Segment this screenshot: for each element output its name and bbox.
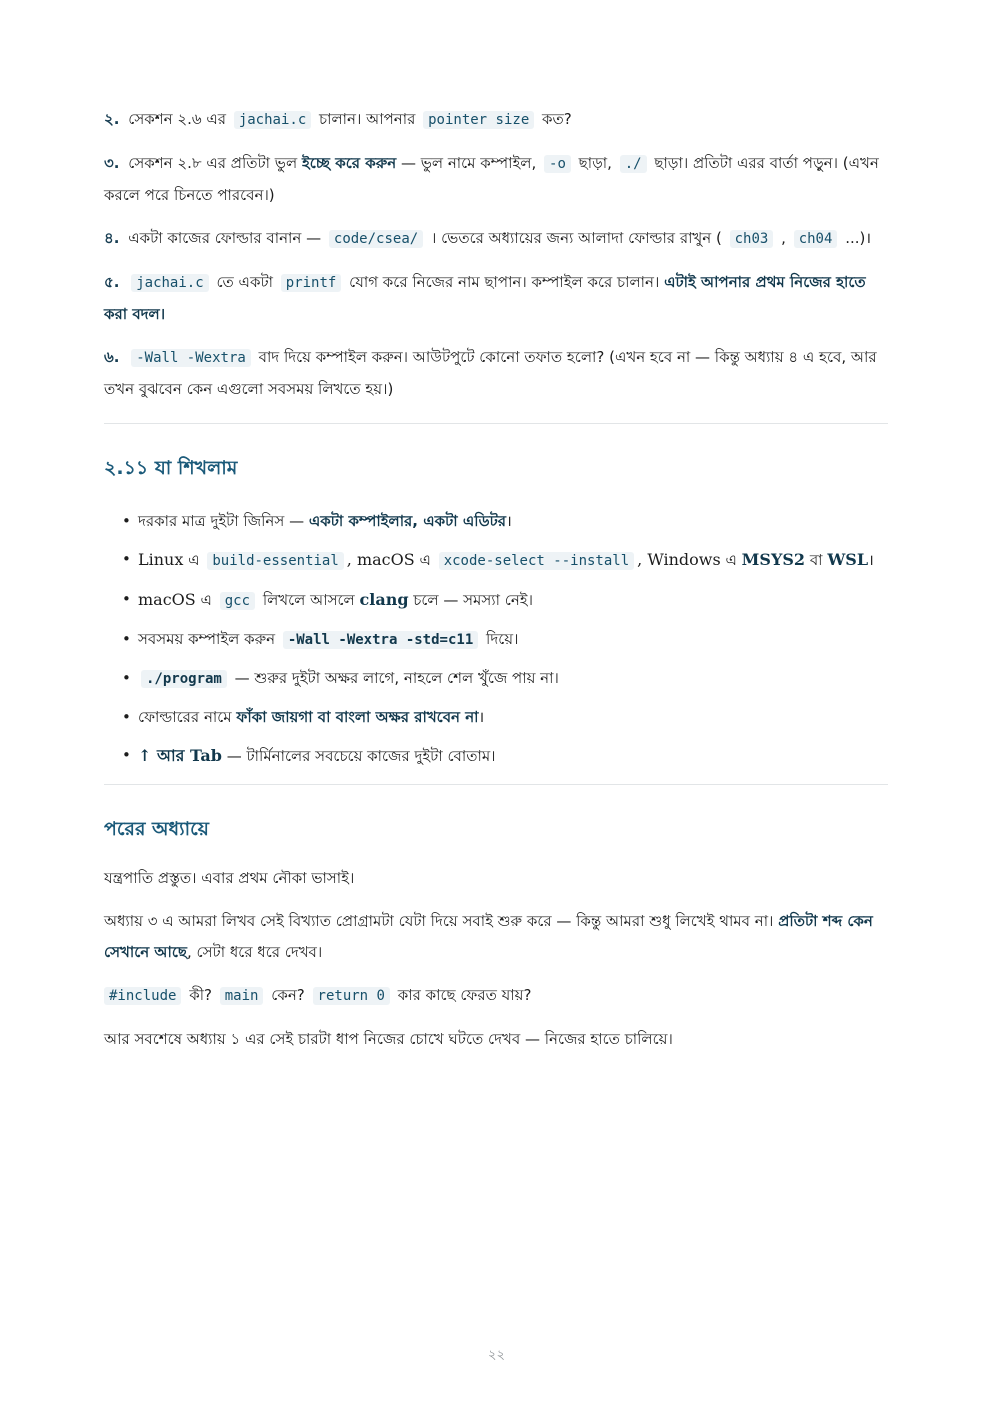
inline-code: xcode-select --install (439, 552, 634, 570)
exercise-text: চালান। আপনার (319, 110, 416, 128)
inline-code: jachai.c (131, 274, 208, 292)
inline-code: code/csea/ (329, 230, 423, 248)
bullet-icon: • (122, 590, 131, 608)
inline-code: -o (544, 155, 571, 173)
emphasis-text: প্রতিটা শব্দ কেন সেখানে আছে (104, 912, 873, 961)
emphasis-text: WSL (827, 550, 869, 569)
emphasis-text: এটাই আপনার প্রথম নিজের হাতে করা বদল। (104, 273, 866, 323)
page-number: ২২ (488, 1348, 505, 1363)
next-paragraph-4 (104, 1024, 888, 1055)
item-text: এ (200, 591, 212, 609)
emphasis-text: ইচ্ছে করে করুন (301, 154, 397, 172)
inline-code: -Wall -Wextra (131, 349, 251, 367)
bullet-icon: • (122, 669, 131, 687)
item-text: দিয়ে। (486, 630, 519, 648)
emphasis-text: MSYS2 (741, 550, 806, 569)
list-item (122, 584, 888, 617)
emphasis-text: একটা কম্পাইলার, একটা এডিটর (308, 512, 507, 530)
inline-code: #include (104, 987, 181, 1005)
section-divider (104, 784, 888, 785)
next-paragraph-2 (104, 906, 888, 968)
inline-code: ./program (141, 670, 227, 688)
section-heading-learned: ২.১১ যা শিখলাম (104, 457, 238, 479)
item-text: এ (188, 551, 200, 569)
item-text: চলে — সমস্যা নেই। (413, 591, 533, 609)
inline-code: gcc (220, 592, 255, 610)
section-heading-next: পরের অধ্যায়ে (104, 818, 209, 840)
exercise-text: যোগ করে নিজের নাম ছাপান। কম্পাইল করে চালান। (349, 273, 660, 291)
paragraph-text: কী? (189, 986, 212, 1004)
inline-code: printf (281, 274, 342, 292)
exercise-4 (104, 223, 888, 255)
exercise-3 (104, 148, 888, 211)
exercise-5 (104, 267, 888, 330)
item-text: , macOS (346, 550, 415, 569)
inline-code: ch03 (730, 230, 774, 248)
exercise-text: একটা কাজের ফোল্ডার বানান — (128, 229, 322, 247)
exercise-text: । ভেতরে অধ্যায়ের জন্য আলাদা ফোল্ডার রাখুন ( (430, 229, 722, 247)
inline-code: build-essential (207, 552, 343, 570)
page-content (104, 104, 888, 1067)
exercise-number: ৫. (104, 273, 120, 291)
list-item (122, 506, 888, 537)
item-text: । (478, 708, 485, 726)
list-item (122, 740, 888, 772)
item-text: সবসময় কম্পাইল করুন (138, 630, 276, 648)
emphasis-text: clang (359, 590, 409, 609)
exercise-text: , (781, 229, 786, 247)
item-text: macOS (138, 590, 196, 609)
section-divider (104, 423, 888, 424)
item-text: Linux (138, 550, 184, 569)
bullet-icon: • (122, 746, 131, 764)
exercise-6 (104, 342, 888, 405)
exercise-text: — ভুল নামে কম্পাইল, (400, 154, 537, 172)
exercise-number: ৬. (104, 348, 120, 366)
exercise-text: বাদ দিয়ে কম্পাইল করুন। আউটপুটে কোনো তফাত হলো? (এখন হবে না — কিন্তু অধ্যায় ৪ এ হবে, আর তখন বুঝবেন কেন এগুলো সবসময় লিখতে হয়।) (104, 348, 877, 398)
inline-code: pointer size (423, 111, 534, 129)
paragraph-text: কার কাছে ফেরত যায়? (397, 986, 532, 1004)
item-text: । (868, 551, 874, 569)
inline-code: ch04 (794, 230, 838, 248)
bullet-icon: • (122, 630, 131, 648)
exercise-text: তে একটা (216, 273, 273, 291)
inline-code: -Wall -Wextra -std=c11 (283, 631, 478, 649)
item-text: — টার্মিনালের সবচেয়ে কাজের দুইটা বোতাম। (226, 747, 496, 765)
bullet-icon: • (122, 512, 131, 530)
list-item (122, 702, 888, 733)
inline-code: jachai.c (234, 111, 311, 129)
exercise-number: ২. (104, 110, 120, 128)
inline-code: ./ (620, 155, 647, 173)
bullet-icon: • (122, 708, 131, 726)
item-text: এ (725, 551, 737, 569)
exercise-text: ছাড়া, (578, 154, 612, 172)
item-text: দরকার মাত্র দুইটা জিনিস — (138, 512, 305, 530)
paragraph-text: , সেটা ধরে ধরে দেখব। (187, 943, 323, 961)
item-text: । (506, 512, 512, 530)
item-text: , Windows (637, 550, 721, 569)
paragraph-text: অধ্যায় ৩ এ আমরা লিখব সেই বিখ্যাত প্রোগ্রামটা যেটা দিয়ে সবাই শুরু করে — কিন্তু আমরা শুধু লিখেই থামব না। (104, 912, 774, 930)
exercise-text: ...)। (845, 229, 872, 247)
learned-list (104, 506, 888, 772)
paragraph-text: কেন? (271, 986, 305, 1004)
exercise-text: কত? (542, 110, 572, 128)
item-text: ফোল্ডারের নামে (138, 708, 232, 726)
next-paragraph-3 (104, 980, 888, 1012)
paragraph-text: যন্ত্রপাতি প্রস্তুত। এবার প্রথম নৌকা ভাসাই। (104, 869, 355, 887)
inline-code: main (220, 987, 264, 1005)
exercise-text: ছাড়া। প্রতিটা এরর বার্তা পড়ুন। (এখন করলে পরে চিনতে পারবেন।) (104, 154, 879, 204)
next-paragraph-1 (104, 863, 888, 894)
list-item (122, 663, 888, 695)
item-text: — শুরুর দুইটা অক্ষর লাগে, নাহলে শেল খুঁজে পায় না। (234, 669, 559, 687)
inline-code: return 0 (313, 987, 390, 1005)
emphasis-text: ↑ আর Tab (138, 746, 222, 765)
list-item (122, 544, 888, 577)
bullet-icon: • (122, 550, 131, 568)
exercise-text: সেকশন ২.৮ এর প্রতিটা ভুল (128, 154, 298, 172)
paragraph-text: আর সবশেষে অধ্যায় ১ এর সেই চারটা ধাপ নিজের চোখে ঘটতে দেখব — নিজের হাতে চালিয়ে। (104, 1030, 673, 1048)
exercise-2 (104, 104, 888, 136)
item-text: বা (809, 551, 823, 569)
exercise-text: সেকশন ২.৬ এর (128, 110, 227, 128)
item-text: এ (419, 551, 431, 569)
item-text: লিখলে আসলে (262, 591, 355, 609)
exercise-number: ৩. (104, 154, 120, 172)
emphasis-text: ফাঁকা জায়গা বা বাংলা অক্ষর রাখবেন না (236, 708, 479, 726)
exercise-number: ৪. (104, 229, 120, 247)
list-item (122, 624, 888, 656)
